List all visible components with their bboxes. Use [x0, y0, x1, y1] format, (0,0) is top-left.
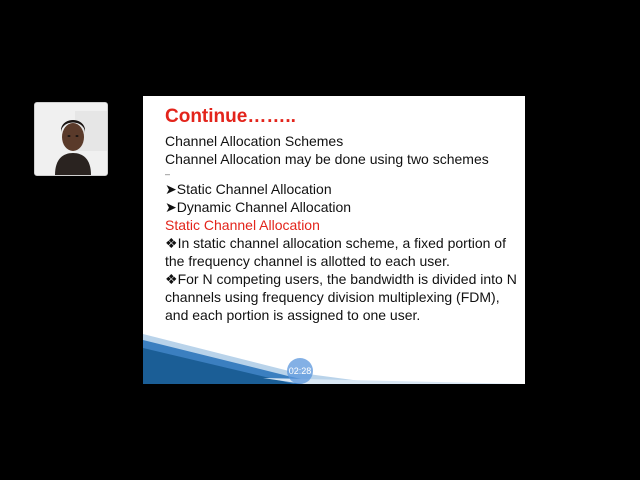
slide-body [165, 132, 521, 324]
arrow-bullet-icon: ➤ [165, 199, 177, 215]
bullet-text: Static Channel Allocation [176, 181, 332, 197]
point-text: In static channel allocation scheme, a fixed portion of the frequency channel is allotted to each user. [165, 235, 506, 269]
point-static-scheme [165, 234, 521, 270]
webcam-thumbnail [34, 102, 108, 176]
bullet-dynamic-allocation [165, 198, 521, 216]
slide-subheading: Static Channel Allocation [165, 217, 320, 233]
slide-heading-two-schemes: Channel Allocation may be done using two schemes [165, 151, 489, 167]
presentation-slide [143, 96, 525, 384]
timestamp-badge: 02:28 [287, 358, 313, 384]
diamond-bullet-icon: ❖ [165, 271, 178, 287]
point-text: For N competing users, the bandwidth is divided into N channels using frequency division multiplexing (FDM), and each portion is assigned to one user. [165, 271, 517, 323]
diamond-bullet-icon: ❖ [165, 235, 178, 251]
bullet-text: Dynamic Channel Allocation [176, 199, 352, 215]
dash-separator: – [165, 169, 171, 179]
slide-heading-schemes: Channel Allocation Schemes [165, 133, 344, 149]
presenter-avatar-icon [35, 103, 107, 175]
slide-title: Continue…….. [165, 106, 296, 127]
slide-ribbon-decoration [143, 334, 525, 384]
bullet-static-allocation [165, 180, 521, 198]
point-fdm [165, 270, 521, 324]
arrow-bullet-icon: ➤ [165, 181, 177, 197]
